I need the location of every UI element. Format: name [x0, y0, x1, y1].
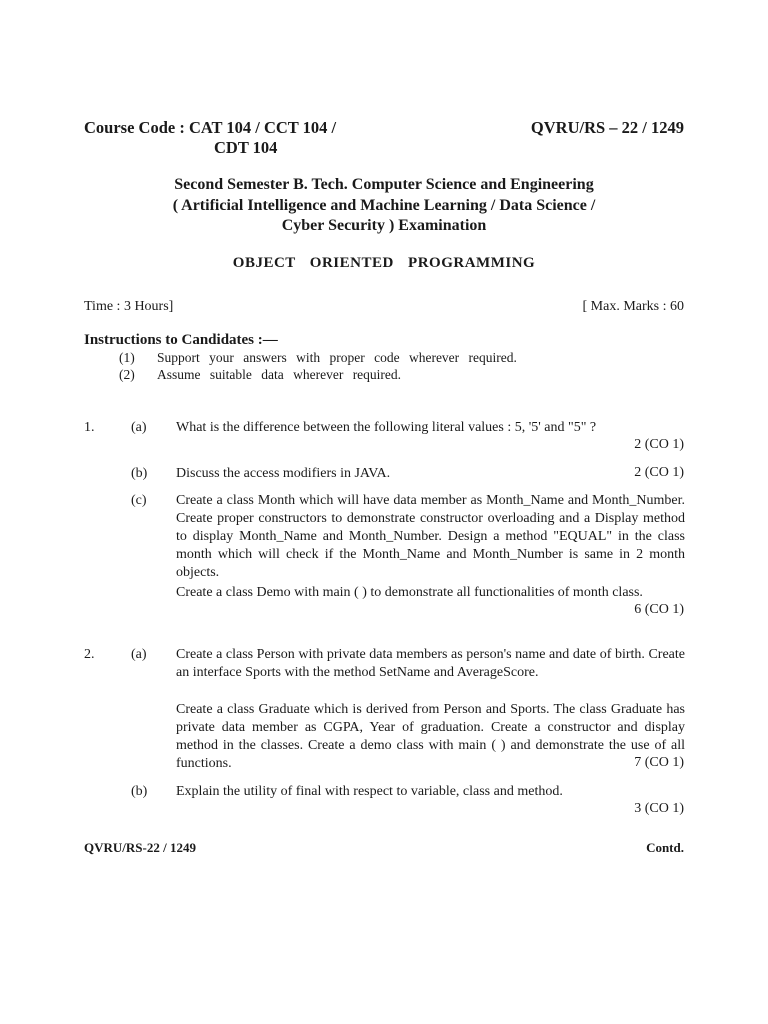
instruction-item: [119, 367, 401, 383]
part-marks: 3 (CO 1): [634, 801, 684, 816]
exam-title-line2: ( Artificial Intelligence and Machine Learning / Data Science /: [172, 197, 596, 214]
part-marks: 6 (CO 1): [634, 602, 684, 617]
footer-contd: Contd.: [646, 840, 684, 855]
part-label: (a): [131, 647, 147, 662]
paper-code: QVRU/RS – 22 / 1249: [530, 118, 684, 137]
exam-title-line1: Second Semester B. Tech. Computer Science and Engineering: [174, 176, 594, 193]
exam-title-line3: Cyber Security ) Examination: [281, 217, 487, 234]
instruction-number: (1): [119, 350, 135, 365]
part-text: Explain the utility of final with respect to variable, class and method.: [176, 784, 563, 799]
time-allowed: Time : 3 Hours]: [84, 299, 174, 314]
question-number: 2.: [84, 647, 95, 662]
part-text-continued: Create a class Graduate which is derived from Person and Sports. The class Graduate has private data member as CGPA, Year of graduation. Create a constructor and display method in the classes. Create a demo class with main ( ) and demonstrate the use of all functions.: [176, 702, 685, 771]
part-label: (c): [131, 493, 147, 508]
course-code-line1: Course Code : CAT 104 / CCT 104 /: [84, 118, 337, 137]
subject-title: OBJECT ORIENTED PROGRAMMING: [232, 255, 536, 271]
part-label: (a): [131, 420, 147, 435]
part-marks: 2 (CO 1): [634, 437, 684, 452]
part-text: What is the difference between the following literal values : 5, '5' and "5" ?: [176, 420, 597, 435]
part-label: (b): [131, 784, 148, 799]
footer-paper-code: QVRU/RS-22 / 1249: [84, 840, 196, 855]
part-label: (b): [131, 466, 148, 481]
question-number: 1.: [84, 420, 95, 435]
part-text: Create a class Person with private data members as person's name and date of birth. Create an interface Sports with the method SetName and AverageScore.: [176, 647, 685, 680]
part-marks: 2 (CO 1): [634, 465, 684, 480]
part-marks: 7 (CO 1): [628, 755, 684, 771]
instruction-number: (2): [119, 367, 135, 382]
part-text-continued: Create a class Demo with main ( ) to demonstrate all functionalities of month class.: [176, 585, 643, 600]
instructions-title: Instructions to Candidates :—: [84, 332, 278, 348]
instruction-item: [119, 350, 517, 366]
part-text: Create a class Month which will have data member as Month_Name and Month_Number. Create proper constructors to demonstrate constructor overloading and a Display method to display Month_Name and Month_Number. Design a method "EQUAL" in the class month which will check if the Month_Name and Month_Number is same in 2 month objects.: [176, 493, 685, 580]
max-marks: [ Max. Marks : 60: [582, 299, 684, 314]
instruction-text: Support your answers with proper code wherever required.: [157, 350, 517, 365]
instruction-text: Assume suitable data wherever required.: [157, 367, 402, 382]
part-text: Discuss the access modifiers in JAVA.: [176, 466, 391, 481]
course-code-line2: CDT 104: [214, 138, 278, 157]
